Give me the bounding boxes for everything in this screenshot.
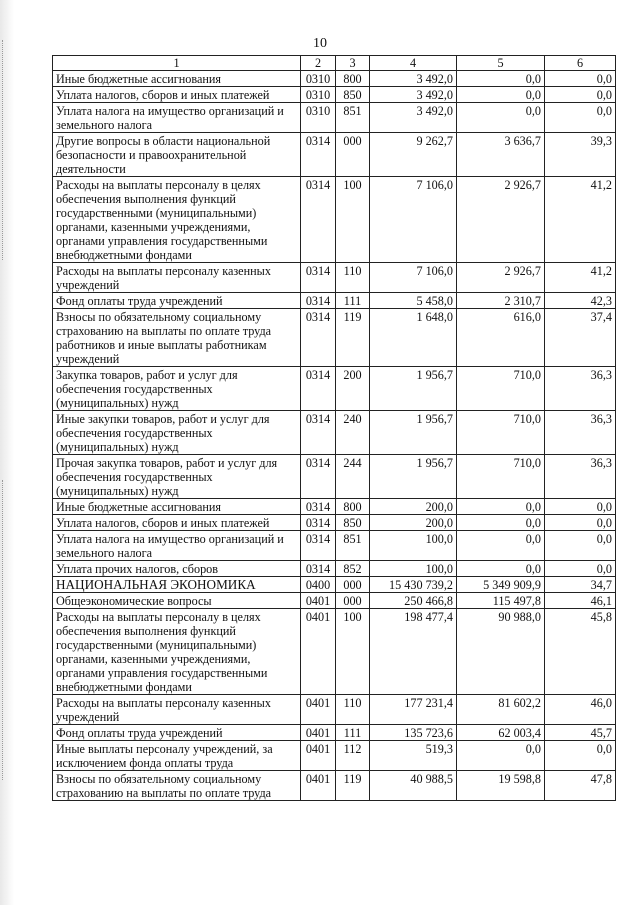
expense-type-code: 100: [336, 177, 370, 263]
expense-type-code: 000: [336, 593, 370, 609]
planned-amount: 100,0: [370, 561, 457, 577]
executed-amount: 90 988,0: [457, 609, 545, 695]
table-row: [53, 531, 616, 561]
executed-amount: 0,0: [457, 531, 545, 561]
table-row: [53, 515, 616, 531]
column-header: 6: [545, 56, 616, 71]
table-row: [53, 411, 616, 455]
executed-amount: 2 310,7: [457, 293, 545, 309]
execution-percent: 46,0: [545, 695, 616, 725]
row-description: Расходы на выплаты персоналу казенных учреждений: [53, 263, 301, 293]
planned-amount: 3 492,0: [370, 103, 457, 133]
row-description: Взносы по обязательному социальному страхованию на выплаты по оплате труда работников и иные выплаты работникам учреждений: [53, 309, 301, 367]
executed-amount: 0,0: [457, 71, 545, 87]
column-header: 1: [53, 56, 301, 71]
column-header: 3: [336, 56, 370, 71]
expense-type-code: 200: [336, 367, 370, 411]
execution-percent: 36,3: [545, 455, 616, 499]
row-description: Фонд оплаты труда учреждений: [53, 293, 301, 309]
section-code: 0401: [301, 771, 336, 801]
column-header: 5: [457, 56, 545, 71]
execution-percent: 0,0: [545, 71, 616, 87]
table-row: [53, 87, 616, 103]
executed-amount: 3 636,7: [457, 133, 545, 177]
table-row: [53, 695, 616, 725]
scan-noise: [2, 480, 6, 780]
executed-amount: 2 926,7: [457, 263, 545, 293]
executed-amount: 710,0: [457, 411, 545, 455]
execution-percent: 0,0: [545, 741, 616, 771]
row-description: Иные бюджетные ассигнования: [53, 71, 301, 87]
table-row: [53, 177, 616, 263]
executed-amount: 0,0: [457, 499, 545, 515]
row-description: Иные выплаты персоналу учреждений, за исключением фонда оплаты труда: [53, 741, 301, 771]
execution-percent: 47,8: [545, 771, 616, 801]
row-description: Уплата налогов, сборов и иных платежей: [53, 87, 301, 103]
execution-percent: 36,3: [545, 411, 616, 455]
section-code: 0314: [301, 411, 336, 455]
executed-amount: 81 602,2: [457, 695, 545, 725]
planned-amount: 9 262,7: [370, 133, 457, 177]
planned-amount: 3 492,0: [370, 71, 457, 87]
expense-type-code: 851: [336, 531, 370, 561]
expense-type-code: 851: [336, 103, 370, 133]
expense-type-code: 110: [336, 695, 370, 725]
planned-amount: 1 648,0: [370, 309, 457, 367]
row-description: Закупка товаров, работ и услуг для обеспечения государственных (муниципальных) нужд: [53, 367, 301, 411]
table-row: [53, 741, 616, 771]
row-description: Общеэкономические вопросы: [53, 593, 301, 609]
row-description: Прочая закупка товаров, работ и услуг для обеспечения государственных (муниципальных) нужд: [53, 455, 301, 499]
section-code: 0401: [301, 593, 336, 609]
table-row: [53, 499, 616, 515]
executed-amount: 115 497,8: [457, 593, 545, 609]
section-code: 0314: [301, 263, 336, 293]
planned-amount: 1 956,7: [370, 455, 457, 499]
execution-percent: 36,3: [545, 367, 616, 411]
table-row: [53, 725, 616, 741]
table-row: [53, 103, 616, 133]
table-row: [53, 293, 616, 309]
table-row: [53, 593, 616, 609]
table-row: [53, 309, 616, 367]
executed-amount: 616,0: [457, 309, 545, 367]
expense-type-code: 000: [336, 577, 370, 593]
expense-type-code: 119: [336, 309, 370, 367]
execution-percent: 34,7: [545, 577, 616, 593]
expense-type-code: 800: [336, 499, 370, 515]
planned-amount: 40 988,5: [370, 771, 457, 801]
table-row: [53, 561, 616, 577]
executed-amount: 0,0: [457, 103, 545, 133]
executed-amount: 710,0: [457, 367, 545, 411]
section-code: 0314: [301, 177, 336, 263]
section-code: 0401: [301, 695, 336, 725]
executed-amount: 5 349 909,9: [457, 577, 545, 593]
expense-type-code: 800: [336, 71, 370, 87]
execution-percent: 0,0: [545, 515, 616, 531]
table-row: [53, 609, 616, 695]
expense-type-code: 244: [336, 455, 370, 499]
section-code: 0314: [301, 309, 336, 367]
expense-type-code: 111: [336, 725, 370, 741]
execution-percent: 37,4: [545, 309, 616, 367]
section-code: 0314: [301, 133, 336, 177]
execution-percent: 0,0: [545, 103, 616, 133]
row-description: Расходы на выплаты персоналу казенных учреждений: [53, 695, 301, 725]
row-description: Уплата налогов, сборов и иных платежей: [53, 515, 301, 531]
planned-amount: 7 106,0: [370, 177, 457, 263]
table-row: [53, 133, 616, 177]
budget-table: [52, 55, 616, 801]
planned-amount: 200,0: [370, 499, 457, 515]
executed-amount: 2 926,7: [457, 177, 545, 263]
planned-amount: 200,0: [370, 515, 457, 531]
executed-amount: 0,0: [457, 561, 545, 577]
execution-percent: 0,0: [545, 531, 616, 561]
row-description: Иные закупки товаров, работ и услуг для обеспечения государственных (муниципальных) нужд: [53, 411, 301, 455]
expense-type-code: 119: [336, 771, 370, 801]
execution-percent: 41,2: [545, 263, 616, 293]
expense-type-code: 100: [336, 609, 370, 695]
scan-edge-shadow: [0, 0, 14, 905]
planned-amount: 135 723,6: [370, 725, 457, 741]
planned-amount: 3 492,0: [370, 87, 457, 103]
section-code: 0401: [301, 741, 336, 771]
page-number: 10: [313, 36, 327, 51]
column-header: 2: [301, 56, 336, 71]
planned-amount: 519,3: [370, 741, 457, 771]
execution-percent: 39,3: [545, 133, 616, 177]
section-code: 0401: [301, 609, 336, 695]
table-row: [53, 455, 616, 499]
planned-amount: 1 956,7: [370, 367, 457, 411]
section-code: 0310: [301, 71, 336, 87]
section-code: 0314: [301, 561, 336, 577]
execution-percent: 0,0: [545, 499, 616, 515]
execution-percent: 41,2: [545, 177, 616, 263]
expense-type-code: 850: [336, 515, 370, 531]
executed-amount: 0,0: [457, 87, 545, 103]
expense-type-code: 110: [336, 263, 370, 293]
row-description: Расходы на выплаты персоналу в целях обеспечения выполнения функций государственными (муниципальными) органами, казенными учреждениями, органами управления государственными внебюджетными фондами: [53, 609, 301, 695]
executed-amount: 0,0: [457, 515, 545, 531]
section-code: 0314: [301, 531, 336, 561]
row-description: Другие вопросы в области национальной безопасности и правоохранительной деятельности: [53, 133, 301, 177]
table-row: [53, 367, 616, 411]
execution-percent: 45,8: [545, 609, 616, 695]
row-description: Фонд оплаты труда учреждений: [53, 725, 301, 741]
section-code: 0310: [301, 103, 336, 133]
execution-percent: 46,1: [545, 593, 616, 609]
table-header-row: [53, 56, 616, 71]
planned-amount: 7 106,0: [370, 263, 457, 293]
table-row: [53, 263, 616, 293]
row-description: Иные бюджетные ассигнования: [53, 499, 301, 515]
expense-type-code: 850: [336, 87, 370, 103]
section-code: 0314: [301, 367, 336, 411]
section-code: 0314: [301, 455, 336, 499]
executed-amount: 62 003,4: [457, 725, 545, 741]
section-code: 0400: [301, 577, 336, 593]
table-body: [53, 71, 616, 801]
section-code: 0314: [301, 499, 336, 515]
expense-type-code: 000: [336, 133, 370, 177]
expense-type-code: 111: [336, 293, 370, 309]
column-header: 4: [370, 56, 457, 71]
planned-amount: 100,0: [370, 531, 457, 561]
execution-percent: 0,0: [545, 561, 616, 577]
table-row: [53, 71, 616, 87]
planned-amount: 15 430 739,2: [370, 577, 457, 593]
expense-type-code: 112: [336, 741, 370, 771]
planned-amount: 198 477,4: [370, 609, 457, 695]
row-description: Уплата налога на имущество организаций и земельного налога: [53, 103, 301, 133]
section-code: 0401: [301, 725, 336, 741]
scan-noise: [2, 40, 6, 260]
expense-type-code: 852: [336, 561, 370, 577]
section-code: 0314: [301, 293, 336, 309]
row-description: Уплата налога на имущество организаций и земельного налога: [53, 531, 301, 561]
executed-amount: 19 598,8: [457, 771, 545, 801]
execution-percent: 45,7: [545, 725, 616, 741]
row-description: Взносы по обязательному социальному страхованию на выплаты по оплате труда: [53, 771, 301, 801]
planned-amount: 177 231,4: [370, 695, 457, 725]
section-code: 0314: [301, 515, 336, 531]
row-description: НАЦИОНАЛЬНАЯ ЭКОНОМИКА: [53, 577, 301, 593]
execution-percent: 0,0: [545, 87, 616, 103]
executed-amount: 710,0: [457, 455, 545, 499]
table-row: [53, 771, 616, 801]
planned-amount: 250 466,8: [370, 593, 457, 609]
planned-amount: 5 458,0: [370, 293, 457, 309]
row-description: Уплата прочих налогов, сборов: [53, 561, 301, 577]
execution-percent: 42,3: [545, 293, 616, 309]
planned-amount: 1 956,7: [370, 411, 457, 455]
expense-type-code: 240: [336, 411, 370, 455]
section-code: 0310: [301, 87, 336, 103]
row-description: Расходы на выплаты персоналу в целях обеспечения выполнения функций государственными (муниципальными) органами, казенными учреждениями, органами управления государственными внебюджетными фондами: [53, 177, 301, 263]
executed-amount: 0,0: [457, 741, 545, 771]
table-row: [53, 577, 616, 593]
